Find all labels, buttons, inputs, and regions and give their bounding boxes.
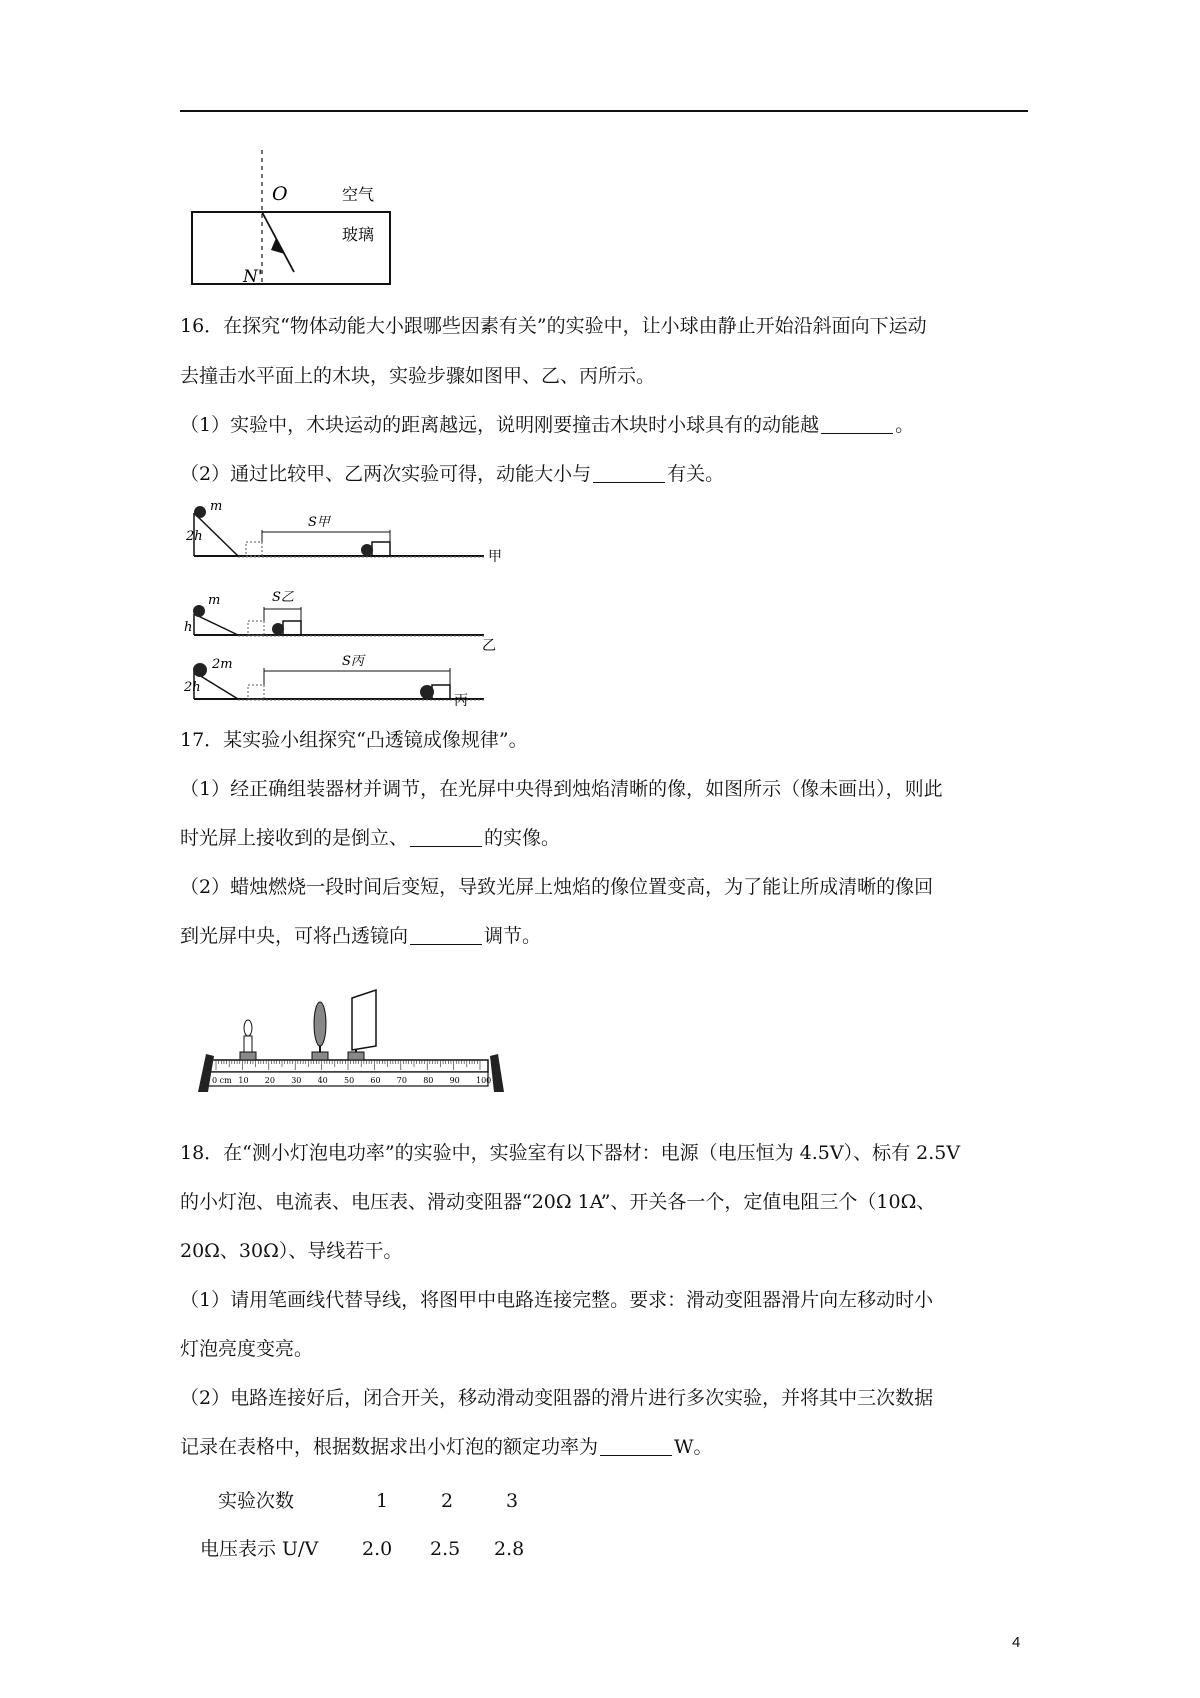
experiment-row-yi: [184, 590, 496, 654]
answer-blank[interactable]: [410, 828, 482, 847]
q18-part2-line1: （2）电路连接好后，闭合开关，移动滑动变阻器的滑片进行多次实验，并将其中三次数据: [180, 1387, 934, 1409]
q18-part1-line2: 灯泡亮度变亮。: [180, 1338, 314, 1360]
q18-stem-line1: 18．在“测小灯泡电功率”的实验中，实验室有以下器材：电源（电压恒为 4.5V）、标有 2.5V: [180, 1142, 961, 1164]
refraction-figure: [190, 150, 420, 290]
q16-part1: [180, 412, 914, 438]
svg-text:S乙: S乙: [272, 590, 294, 605]
bench-tick-label: 40: [317, 1076, 328, 1085]
bench-tick-label: 100: [476, 1076, 492, 1085]
q16-part1-end: 。: [895, 414, 915, 436]
q17-part2-line1: （2）蜡烛燃烧一段时间后变短，导致光屏上烛焰的像位置变高，为了能让所成清晰的像回: [180, 876, 934, 898]
svg-text:h: h: [184, 620, 193, 635]
bench-tick-label: 20: [264, 1076, 275, 1085]
q18-part2-line2: 记录在表格中，根据数据求出小灯泡的额定功率为 W。: [180, 1436, 713, 1458]
svg-text:丙: 丙: [454, 693, 468, 709]
q16-part2: [180, 461, 724, 487]
header-rule: [180, 110, 1028, 112]
bench-tick-label: 80: [423, 1076, 434, 1085]
table-header-cell: 1: [376, 1490, 389, 1512]
optical-bench-figure: [190, 984, 510, 1099]
q18-stem-line3: 20Ω、30Ω）、导线若干。: [180, 1240, 403, 1262]
air-label: 空气: [342, 185, 375, 204]
wood-block: [283, 621, 301, 635]
svg-text:2m: 2m: [212, 657, 233, 672]
point-n-label: N': [243, 267, 263, 287]
bench-tick-label: 50: [344, 1076, 355, 1085]
svg-text:乙: 乙: [482, 638, 496, 654]
wood-block: [372, 542, 390, 556]
svg-text:S甲: S甲: [308, 515, 330, 530]
bench-tick-label: 60: [370, 1076, 381, 1085]
table-header-cell: 实验次数: [218, 1490, 295, 1512]
svg-text:m: m: [208, 593, 221, 608]
q18-part1-line1: （1）请用笔画线代替导线，将图甲中电路连接完整。要求：滑动变阻器滑片向左移动时小: [180, 1289, 934, 1311]
table-header-cell: 2: [441, 1490, 454, 1512]
light-screen-icon: [348, 990, 376, 1060]
answer-blank[interactable]: [600, 1437, 672, 1456]
candle-icon: [240, 1020, 256, 1060]
q16-stem-line1: 16．在探究“物体动能大小跟哪些因素有关”的实验中，让小球由静止开始沿斜面向下运动: [180, 315, 927, 337]
svg-text:m: m: [210, 499, 223, 514]
table-cell: 2.5: [430, 1538, 461, 1560]
bench-tick-label: 10: [238, 1076, 249, 1085]
q17-part2-line2: 到光屏中央，可将凸透镜向 调节。: [180, 925, 542, 947]
q17-part1-line2: 时光屏上接收到的是倒立、 的实像。: [180, 827, 561, 849]
page-number: 4: [1012, 1634, 1021, 1651]
convex-lens-icon: [312, 1002, 328, 1060]
svg-text:甲: 甲: [488, 549, 502, 565]
wood-block: [432, 685, 450, 699]
answer-blank[interactable]: [410, 926, 482, 945]
experiment-row-bing: [183, 597, 484, 709]
bench-tick-label: 90: [449, 1076, 460, 1085]
ball-icon: [194, 506, 206, 518]
q16-part2-end: 有关。: [667, 463, 725, 485]
experiment-row-jia: [185, 499, 502, 565]
ball-icon: [193, 605, 205, 617]
q16-stem-line2: 去撞击水平面上的木块，实验步骤如图甲、乙、丙所示。: [180, 365, 656, 387]
table-cell: 2.0: [362, 1538, 393, 1560]
point-o-label: O: [272, 183, 288, 205]
table-cell: 电压表示 U/V: [200, 1538, 319, 1560]
bench-tick-label: 70: [396, 1076, 407, 1085]
q16-part2-text: （2）通过比较甲、乙两次实验可得，动能大小与: [180, 463, 592, 485]
q16-part1-text: （1）实验中，木块运动的距离越远，说明刚要撞击木块时小球具有的动能越: [180, 414, 820, 436]
glass-label: 玻璃: [342, 225, 375, 244]
ball-icon: [193, 663, 207, 677]
kinetic-energy-figure: [186, 500, 526, 712]
answer-blank[interactable]: [593, 464, 665, 483]
q17-part1-line1: （1）经正确组装器材并调节，在光屏中央得到烛焰清晰的像，如图所示（像未画出），则此: [180, 778, 943, 800]
answer-blank[interactable]: [821, 415, 893, 434]
svg-text:2h: 2h: [186, 529, 203, 544]
svg-text:S丙: S丙: [342, 654, 364, 669]
bench-tick-label: 0 cm: [212, 1076, 232, 1085]
table-header-cell: 3: [506, 1490, 519, 1512]
svg-text:2h: 2h: [184, 680, 201, 695]
bench-tick-label: 30: [291, 1076, 302, 1085]
q17-stem: 17．某实验小组探究“凸透镜成像规律”。: [180, 729, 528, 751]
q18-stem-line2: 的小灯泡、电流表、电压表、滑动变阻器“20Ω 1A”、开关各一个，定值电阻三个（10Ω、: [180, 1191, 936, 1213]
table-cell: 2.8: [494, 1538, 525, 1560]
